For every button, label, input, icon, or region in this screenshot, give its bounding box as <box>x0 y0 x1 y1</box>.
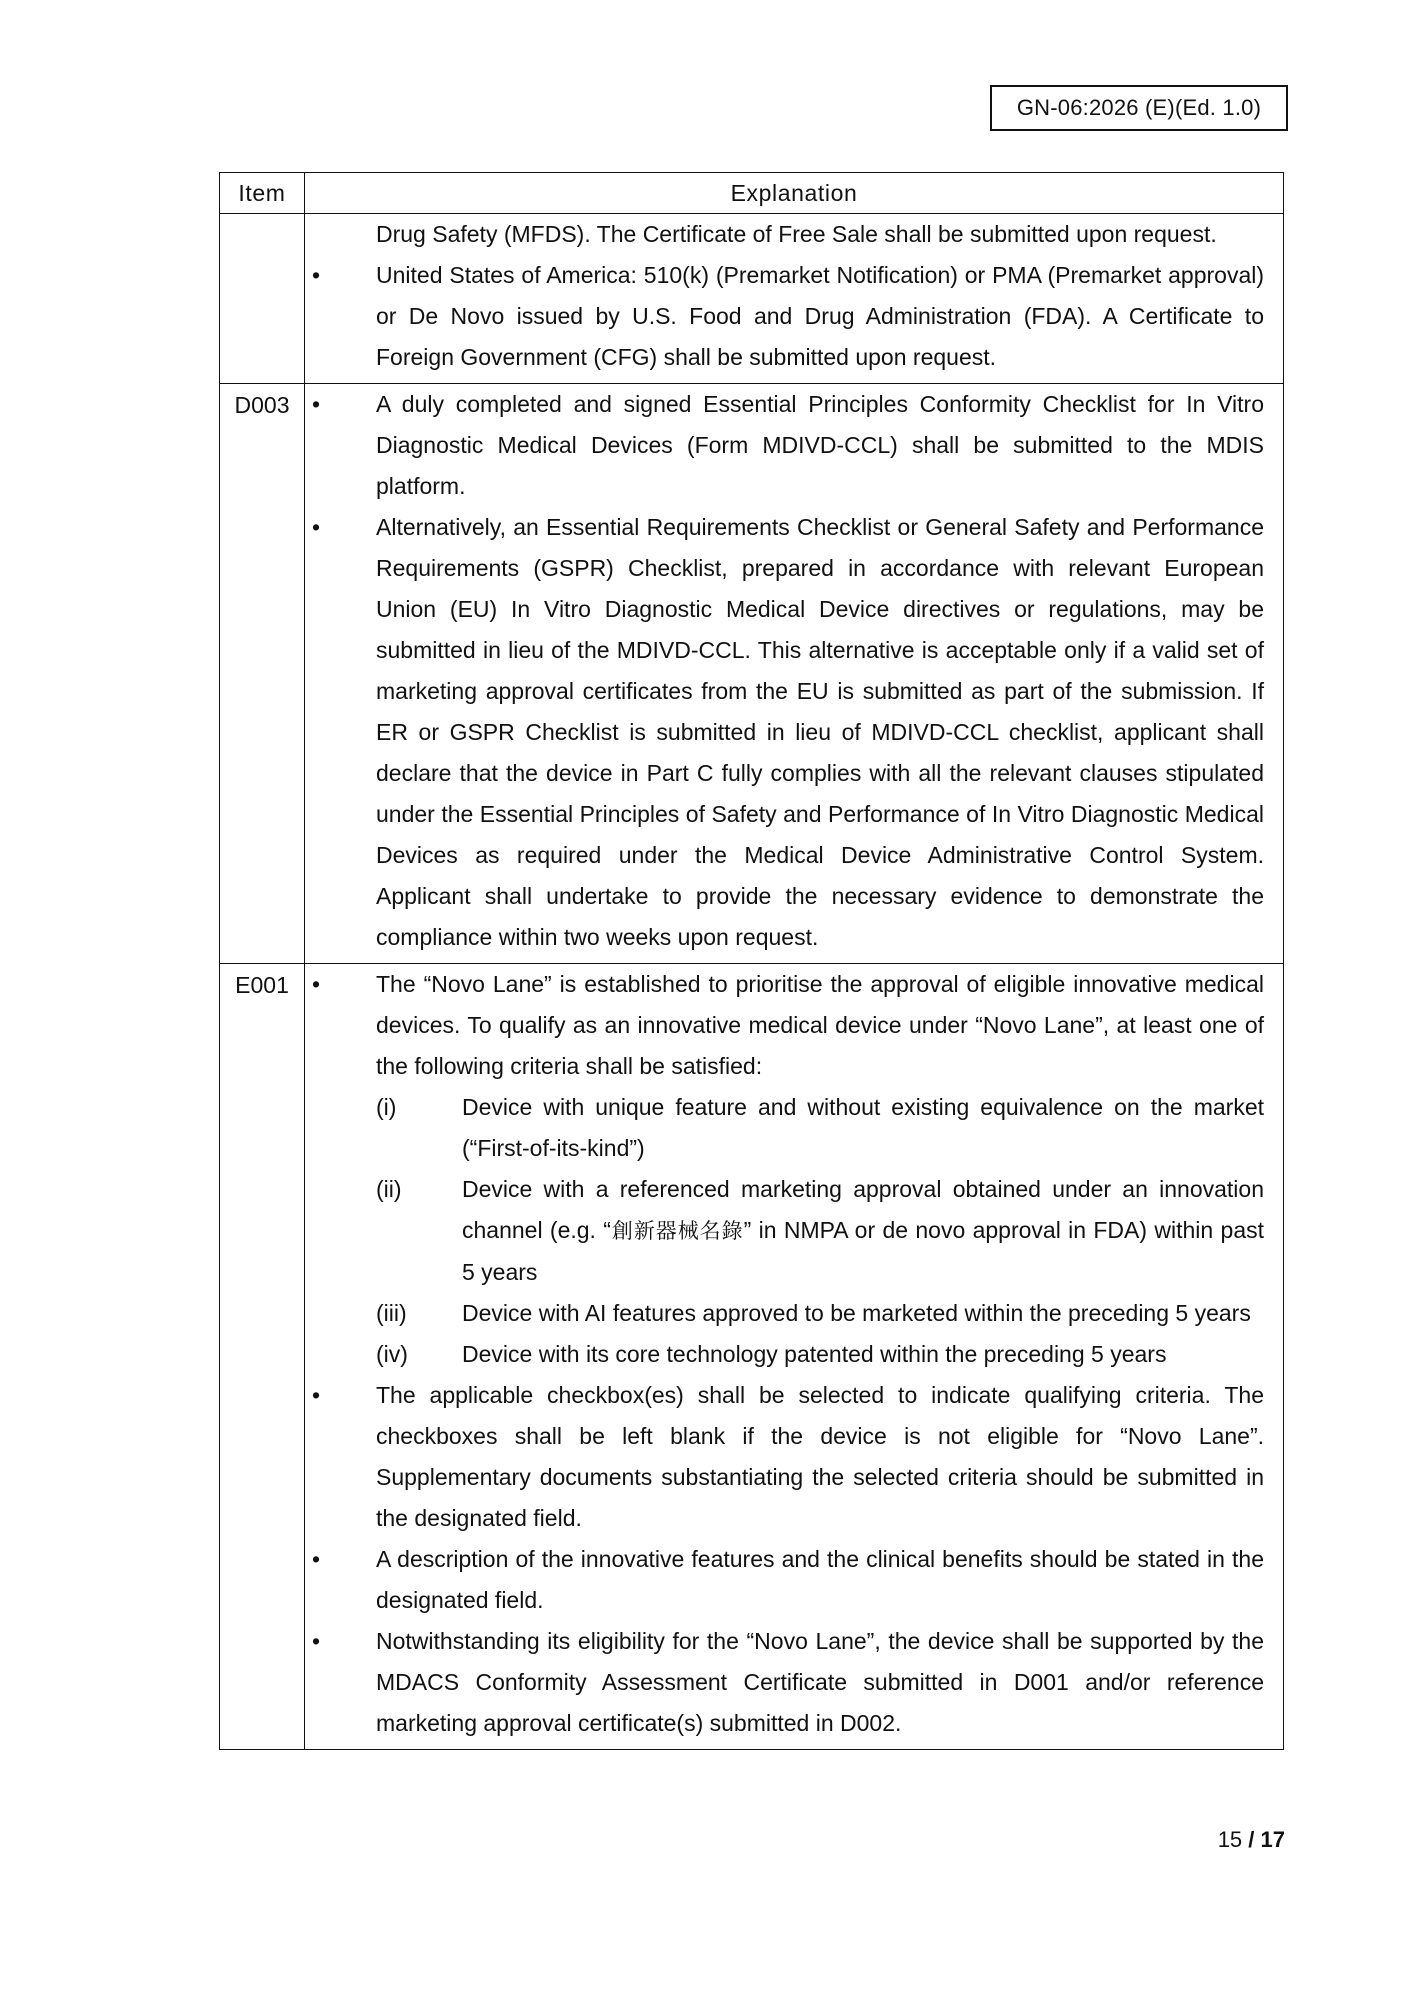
bullet-icon: • <box>312 1546 321 1572</box>
bullet-icon: • <box>312 1628 321 1654</box>
criterion-number: (i) <box>376 1094 397 1120</box>
criterion-number: (ii) <box>376 1176 402 1202</box>
explanation-cell <box>305 384 1284 964</box>
list-item <box>305 1621 1264 1744</box>
criterion-text: Device with its core technology patented within the preceding 5 years <box>462 1341 1167 1367</box>
bullet-icon: • <box>312 1382 321 1408</box>
criterion-number: (iii) <box>376 1300 407 1326</box>
list-item <box>305 255 1264 378</box>
criterion-item <box>305 1293 1264 1334</box>
bullet-text: Notwithstanding its eligibility for the “Novo Lane”, the device shall be supported by the MDACS Conformity Assessment Certificate submitted in D001 and/or reference marketing approval certificate(s) submitted in D002. <box>376 1628 1264 1736</box>
bullet-text: The applicable checkbox(es) shall be selected to indicate qualifying criteria. The checkboxes shall be left blank if the device is not eligible for “Novo Lane”. Supplementary documents substantiating the selected criteria should be submitted in the designated field. <box>376 1382 1264 1531</box>
explanation-cell <box>305 214 1284 384</box>
list-item <box>305 384 1264 507</box>
bullet-icon: • <box>312 391 321 417</box>
criterion-item <box>305 1334 1264 1375</box>
item-code: D003 <box>220 384 305 964</box>
column-header-item: Item <box>220 173 305 214</box>
bullet-text: United States of America: 510(k) (Premarket Notification) or PMA (Premarket approval) or De Novo issued by U.S. Food and Drug Administration (FDA). A Certificate to Foreign Government (CFG) shall be submitted upon request. <box>376 262 1264 370</box>
explanation-table <box>219 172 1284 1750</box>
criterion-item <box>305 1169 1264 1293</box>
bullet-text: A duly completed and signed Essential Principles Conformity Checklist for In Vitro Diagnostic Medical Devices (Form MDIVD-CCL) shall be submitted to the MDIS platform. <box>376 391 1264 499</box>
page-current: 15 <box>1217 1827 1243 1852</box>
criterion-number: (iv) <box>376 1341 408 1367</box>
list-item <box>305 507 1264 958</box>
item-code: E001 <box>220 964 305 1750</box>
table-row <box>220 384 1284 964</box>
item-cell-empty <box>220 214 305 384</box>
document-reference: GN-06:2026 (E)(Ed. 1.0) <box>990 85 1288 131</box>
bullet-text: A description of the innovative features and the clinical benefits should be stated in the designated field. <box>376 1546 1264 1613</box>
criterion-text: ” in NMPA or de novo approval in FDA) within past 5 years <box>462 1217 1264 1285</box>
table-row <box>220 214 1284 384</box>
bullet-icon: • <box>312 514 321 540</box>
continuation-text: Drug Safety (MFDS). The Certificate of Free Sale shall be submitted upon request. <box>376 221 1217 247</box>
bullet-text: Alternatively, an Essential Requirements Checklist or General Safety and Performance Requirements (GSPR) Checklist, prepared in accordance with relevant European Union (EU) In Vitro Diagnostic Medical Device directives or regulations, may be submitted in lieu of the MDIVD-CCL. This alternative is acceptable only if a valid set of marketing approval certificates from the EU is submitted as part of the submission. If ER or GSPR Checklist is submitted in lieu of MDIVD-CCL checklist, applicant shall declare that the device in Part C fully complies with all the relevant clauses stipulated under the Essential Principles of Safety and Performance of In Vitro Diagnostic Medical Devices as required under the Medical Device Administrative Control System. Applicant shall undertake to provide the necessary evidence to demonstrate the compliance within two weeks upon request. <box>376 514 1264 950</box>
page-number <box>1218 1827 1285 1853</box>
criterion-text: Device with unique feature and without existing equivalence on the market (“First-of-its-kind”) <box>462 1094 1264 1161</box>
page-total: / 17 <box>1248 1827 1285 1852</box>
list-item <box>305 1539 1264 1621</box>
criterion-text: Device with AI features approved to be marketed within the preceding 5 years <box>462 1300 1251 1326</box>
criterion-text: Device with a referenced marketing approval obtained under an innovation channel (e.g. “ <box>462 1176 1264 1243</box>
criterion-item <box>305 1087 1264 1169</box>
criterion-cjk-text: 創新器械名錄 <box>610 1219 744 1243</box>
list-item <box>305 964 1264 1087</box>
bullet-icon: • <box>312 971 321 997</box>
list-item <box>305 1375 1264 1539</box>
bullet-icon: • <box>312 262 321 288</box>
column-header-explanation: Explanation <box>305 173 1284 214</box>
bullet-text: The “Novo Lane” is established to prioritise the approval of eligible innovative medical devices. To qualify as an innovative medical device under “Novo Lane”, at least one of the following criteria shall be satisfied: <box>376 971 1264 1079</box>
table-row <box>220 964 1284 1750</box>
table-header-row <box>220 173 1284 214</box>
explanation-cell <box>305 964 1284 1750</box>
